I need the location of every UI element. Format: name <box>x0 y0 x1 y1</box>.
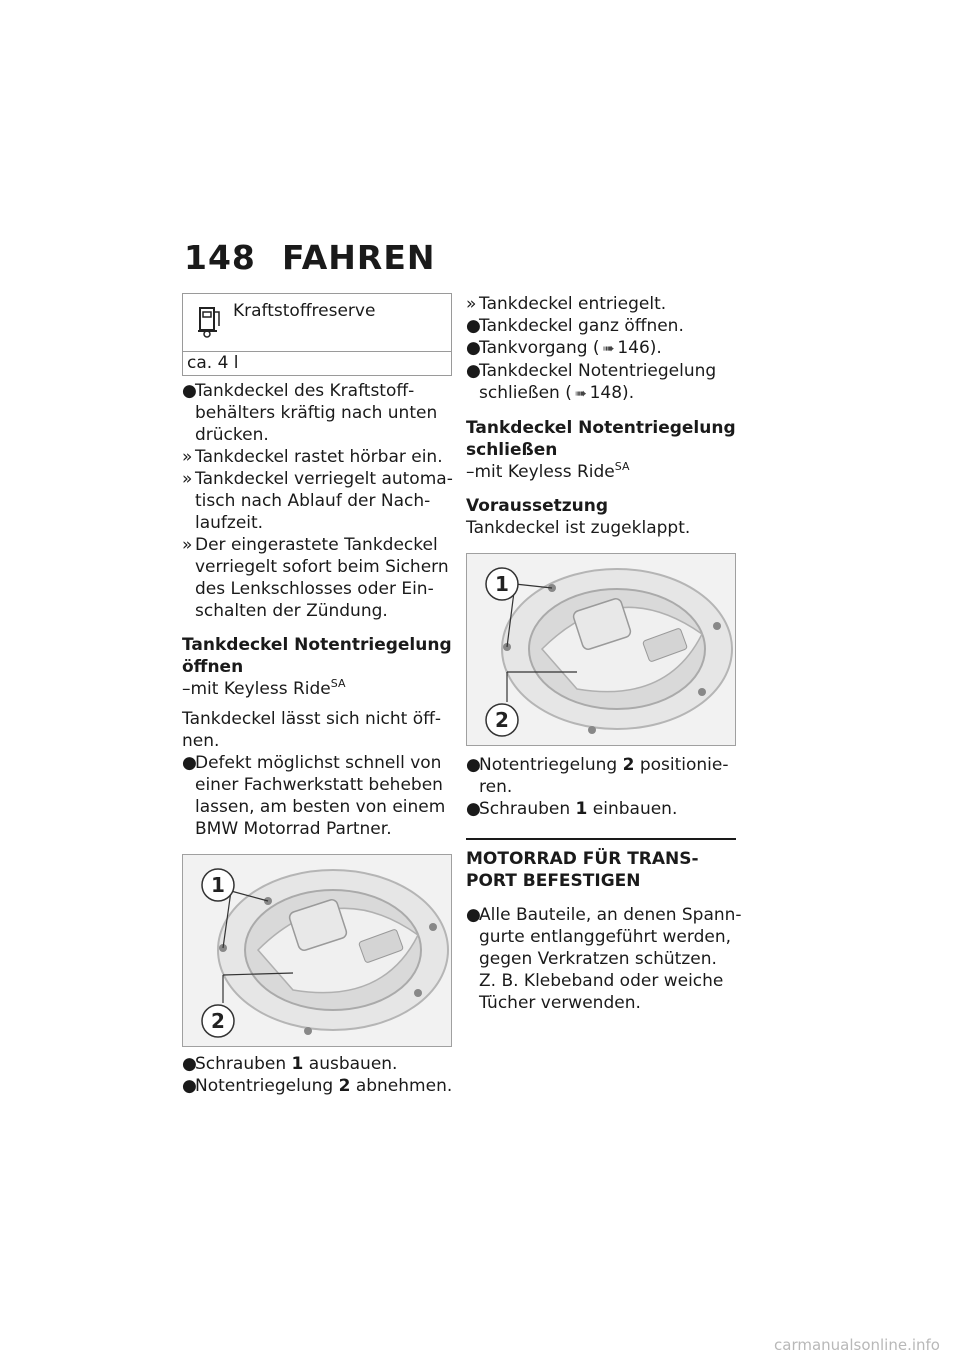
list-item: ● Schrauben 1 einbauen. <box>466 799 678 819</box>
fuel-reserve-label: Kraftstoffreserve <box>233 301 376 321</box>
prerequisite-text: Tankdeckel ist zugeklappt. <box>466 518 691 538</box>
list-item: ● Schrauben 1 ausbauen. <box>182 1054 398 1074</box>
chapter-title: FAHREN <box>282 238 436 277</box>
list-item: ● Notentriegelung 2 abnehmen. <box>182 1076 453 1096</box>
callout-1: 1 <box>211 873 225 897</box>
list-item: ● Tankvorgang ( ➠ 146). <box>466 338 662 358</box>
callout-2: 2 <box>211 1009 225 1033</box>
list-item: ● Defekt möglichst schnell von <box>182 753 442 773</box>
prerequisite-heading: Voraussetzung <box>466 496 609 516</box>
result-item: » Tankdeckel verriegelt automa- <box>182 469 453 489</box>
fuel-cap-image-1 <box>182 854 452 1047</box>
page-ref-link[interactable]: 146). <box>617 338 662 358</box>
page-number: 148 <box>184 238 256 277</box>
page-ref-arrow-icon: ➠ <box>602 341 615 357</box>
keyless-note: –mit Keyless Ride$^{SA}$ <box>182 677 346 699</box>
watermark: carmanualsonline.info <box>774 1336 940 1354</box>
page-ref-arrow-icon: ➠ <box>574 386 587 402</box>
section-heading: MOTORRAD FÜR TRANS- PORT BEFESTIGEN <box>466 838 736 892</box>
page-header <box>184 238 436 277</box>
right-column: » Tankdeckel entriegelt. ● Tankdeckel ganz öffnen. ● Tankvorgang ( ➠ 146). ● Tankdeckel Notentriegelung schließen ( ➠ 148). Tankdeckel Notentriegelung schließen –mit Keyless Ride$^{SA}$ Voraussetzung Tankdeckel ist zugeklappt. 1 2 ● Notentriegelung 2 positionie- ren. ● Schrauben 1 einbauen. MOTORRAD FÜR TRANS- PORT BEFESTIGEN ● Alle Bauteile, an denen Spann- gurte entlanggeführt werden, gegen Verkratzen schützen. Z. B. Klebeband oder weiche Tücher verwenden. <box>466 294 742 1013</box>
list-item: ● Tankdeckel ganz öffnen. <box>466 316 684 336</box>
fuel-pump-icon <box>197 304 223 338</box>
left-column: Kraftstoffreserve ca. 4 l ● Tankdeckel des Kraftstoff- behälters kräftig nach unten drücken. » Tankdeckel rastet hörbar ein. » Tankdeckel verriegelt automa- tisch nach Ablauf der Nach- laufzeit. » Der eingerastete Tankdeckel verriegelt sofort beim Sichern des Lenkschlosses oder Ein- schalten der Zündung. Tankdeckel Notentriegelung öffnen –mit Keyless Ride$^{SA}$ Tankdeckel lässt sich nicht öff- nen. ● Defekt möglichst schnell von einer Fachwerkstatt beheben lassen, am besten von einem BMW Motorrad Partner. 1 2 ● Schrauben 1 ausbauen. ● Notentriegelung 2 abnehmen. <box>182 293 452 1097</box>
fuel-reserve-value: ca. 4 l <box>187 353 239 373</box>
list-item: ● Tankdeckel des Kraftstoff- <box>182 381 415 401</box>
list-item: ● Alle Bauteile, an denen Spann- <box>466 905 742 925</box>
keyless-note: –mit Keyless Ride$^{SA}$ <box>466 460 630 482</box>
heading-open: Tankdeckel Notentriegelung <box>182 635 452 655</box>
callout-2: 2 <box>495 708 509 732</box>
page-ref-link[interactable]: 148). <box>589 383 635 403</box>
list-item: ● Tankdeckel Notentriegelung <box>466 361 717 381</box>
fuel-cap-image-2 <box>466 553 736 746</box>
list-item: ● Notentriegelung 2 positionie- <box>466 755 729 775</box>
fuel-reserve-box <box>182 293 452 376</box>
callout-1: 1 <box>495 572 509 596</box>
result-item: » Der eingerastete Tankdeckel <box>182 535 438 555</box>
result-item: » Tankdeckel entriegelt. <box>466 294 667 314</box>
result-item: » Tankdeckel rastet hörbar ein. <box>182 447 443 467</box>
heading-close: Tankdeckel Notentriegelung <box>466 418 736 438</box>
problem-text: Tankdeckel lässt sich nicht öff- <box>182 709 441 729</box>
